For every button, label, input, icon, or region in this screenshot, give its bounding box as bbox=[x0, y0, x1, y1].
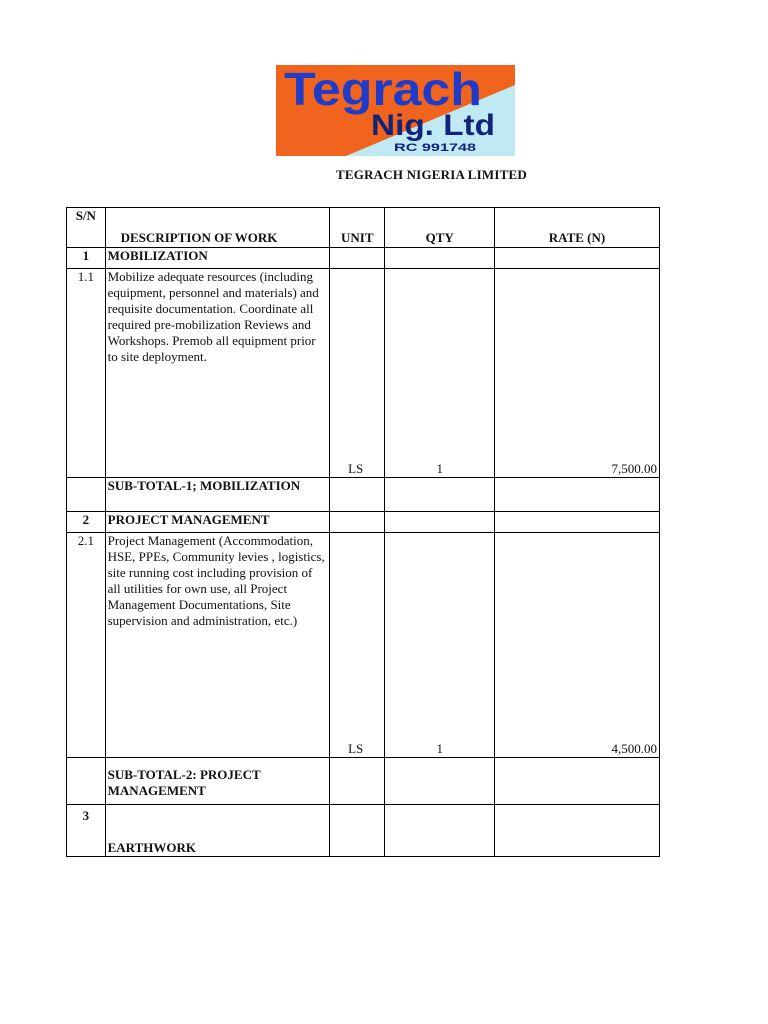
item-row bbox=[67, 533, 660, 758]
header-sn: S/N bbox=[67, 208, 106, 248]
section-title: EARTHWORK bbox=[105, 805, 329, 857]
item-description: Mobilize adequate resources (including equipment, personnel and materials) and requisite documentation. Coordinate all required pre-mobilization Reviews and Workshops. Premob all equipment prior to site deployment. bbox=[105, 269, 329, 478]
empty-cell bbox=[495, 478, 660, 512]
item-row bbox=[67, 269, 660, 478]
section-title: MOBILIZATION bbox=[105, 248, 329, 269]
empty-cell bbox=[330, 478, 385, 512]
section-row bbox=[67, 512, 660, 533]
subtotal-row bbox=[67, 478, 660, 512]
item-rate: 4,500.00 bbox=[495, 533, 660, 758]
empty-cell bbox=[495, 512, 660, 533]
subtotal-label: SUB-TOTAL-1; MOBILIZATION bbox=[105, 478, 329, 512]
item-description: Project Management (Accommodation, HSE, PPEs, Community levies , logistics, site running cost including provision of all utilities for own use, all Project Management Documentations, Site supervision and administration, etc.) bbox=[105, 533, 329, 758]
item-rate: 7,500.00 bbox=[495, 269, 660, 478]
subtotal-label: SUB-TOTAL-2: PROJECT MANAGEMENT bbox=[105, 758, 329, 805]
item-sn: 1.1 bbox=[67, 269, 106, 478]
logo-graphic bbox=[276, 65, 515, 156]
section-sn: 2 bbox=[67, 512, 106, 533]
empty-cell bbox=[385, 248, 495, 269]
section-sn: 3 bbox=[67, 805, 106, 857]
header-rate: RATE (N) bbox=[495, 208, 660, 248]
empty-cell bbox=[495, 805, 660, 857]
header-unit: UNIT bbox=[330, 208, 385, 248]
section-row bbox=[67, 805, 660, 857]
empty-cell bbox=[330, 805, 385, 857]
logo-line1: Tegrach bbox=[284, 65, 482, 115]
empty-cell bbox=[385, 758, 495, 805]
table-header-row bbox=[67, 208, 660, 248]
header-description: DESCRIPTION OF WORK bbox=[105, 208, 329, 248]
empty-cell bbox=[385, 805, 495, 857]
logo-line2: Nig. Ltd bbox=[371, 109, 495, 142]
empty-cell bbox=[495, 248, 660, 269]
item-qty: 1 bbox=[385, 533, 495, 758]
item-sn: 2.1 bbox=[67, 533, 106, 758]
item-qty: 1 bbox=[385, 269, 495, 478]
empty-cell bbox=[330, 512, 385, 533]
empty-cell bbox=[385, 478, 495, 512]
section-row bbox=[67, 248, 660, 269]
item-unit: LS bbox=[330, 269, 385, 478]
empty-cell bbox=[495, 758, 660, 805]
logo-rc-number: RC 991748 bbox=[394, 142, 476, 154]
empty-cell bbox=[330, 758, 385, 805]
item-unit: LS bbox=[330, 533, 385, 758]
company-logo bbox=[276, 65, 515, 156]
company-name: TEGRACH NIGERIA LIMITED bbox=[336, 167, 527, 182]
empty-cell bbox=[385, 512, 495, 533]
subtotal-row bbox=[67, 758, 660, 805]
empty-cell bbox=[330, 248, 385, 269]
empty-cell bbox=[67, 758, 106, 805]
header-qty: QTY bbox=[385, 208, 495, 248]
bill-of-quantities-table bbox=[66, 207, 660, 857]
section-sn: 1 bbox=[67, 248, 106, 269]
section-title: PROJECT MANAGEMENT bbox=[105, 512, 329, 533]
empty-cell bbox=[67, 478, 106, 512]
